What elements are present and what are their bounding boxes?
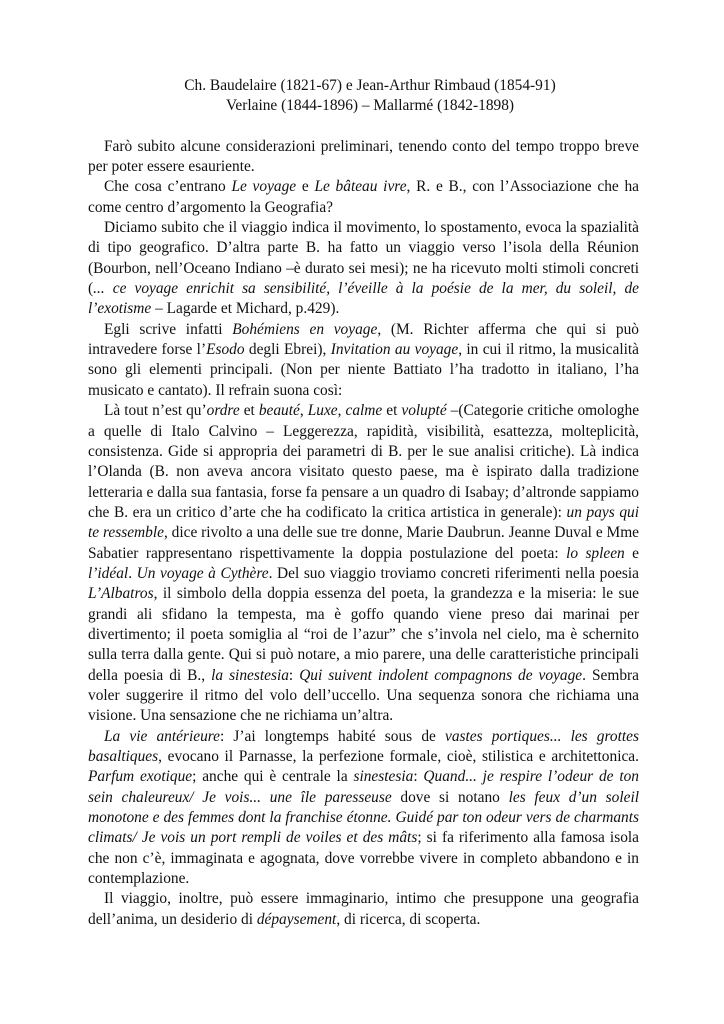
text-segment: et: [239, 402, 259, 420]
document-body: [88, 137, 639, 930]
body-paragraph: [88, 889, 639, 930]
italic-text-segment: Parfum exotique: [88, 768, 193, 786]
italic-text-segment: un pays qui te ressemble: [88, 503, 639, 542]
italic-text-segment: Luxe: [307, 402, 338, 420]
body-paragraph: [88, 177, 639, 218]
title-line-poets-1: Ch. Baudelaire (1821-67) e Jean-Arthur Rimbaud (1854-91): [184, 77, 556, 94]
text-segment: ; si fa riferimento alla famosa isola che non c’è, immaginata e agognata, dove vorrebbe vivere in completo abbandono e in contemplazione.: [88, 829, 639, 888]
italic-text-segment: vastes portiques... les grottes basaltiques: [88, 727, 639, 765]
italic-text-segment: beauté: [258, 402, 300, 420]
text-segment: Là tout n’est qu’: [104, 402, 207, 420]
body-paragraph: [88, 320, 639, 401]
text-segment: ,: [299, 402, 308, 420]
text-segment: , evocano il Parnasse, la perfezione formale, cioè, stilistica e architettonica.: [158, 748, 639, 765]
body-paragraph: [88, 137, 639, 178]
text-segment: Diciamo subito che il viaggio indica il movimento, lo spostamento, evoca la spazialità di tipo geografico. D’altra parte B. ha fatto un viaggio verso l’isola della Réunion (Bourbon, nell’Oceano Indiano –è durato sei mesi); ne ha ricevuto molti stimoli concreti (: [88, 219, 639, 298]
text-segment: , dice rivolto a una delle sue tre donne, Marie Daubrun. Jeanne Duval e Mme Sabatier rappresentano rispettivamente la doppia postulazione del poeta:: [88, 524, 639, 562]
italic-text-segment: Qui suivent indolent compagnons de voyage: [299, 666, 583, 684]
italic-text-segment: Bohémiens en voyage: [232, 320, 378, 338]
document-page: [88, 76, 639, 930]
italic-text-segment: sinestesia: [353, 768, 414, 786]
title-line-poets-2: Verlaine (1844-1896) – Mallarmé (1842-1898): [225, 97, 515, 115]
text-segment: degli Ebrei),: [244, 341, 331, 359]
text-segment: Il viaggio, inoltre, può essere immaginario, intimo che presuppone una geografia dell’anima, un desiderio di: [88, 890, 639, 928]
text-segment: , in cui il ritmo, la musicalità sono gli elementi principali. (Non per niente Battiato l’ha tradotto in italiano, l’ha musicato e cantato). Il refrain suona così:: [88, 341, 640, 399]
italic-text-segment: calme: [345, 402, 383, 420]
italic-text-segment: ordre: [206, 402, 240, 420]
italic-text-segment: l’idéal: [88, 564, 129, 582]
italic-text-segment: Invitation au voyage: [330, 341, 459, 359]
text-segment: Che cosa c’entrano: [104, 178, 232, 196]
text-segment: , R. e B., con l’Associazione che ha come centro d’argomento la Geografia?: [88, 178, 639, 216]
italic-text-segment: Le voyage: [231, 178, 297, 196]
italic-text-segment: L’Albatros: [88, 585, 154, 603]
text-segment: : J’ai longtemps habité sous de: [220, 727, 445, 745]
text-segment: , il simbolo della doppia essenza del poeta, la grandezza e la miseria: le sue grandi ali sfidano la tempesta, ma è goffo quando viene preso dai marinai per divertimento; il poeta somiglia al “roi de l’azur” che s’invola nel cielo, ma è schernito sulla terra dalla gente. Qui si può notare, a mio parere, una delle caratteristiche principali della poesia di B.,: [88, 585, 639, 684]
italic-text-segment: dépaysement: [256, 910, 337, 928]
italic-text-segment: Esodo: [206, 341, 245, 359]
text-segment: :: [413, 768, 424, 786]
text-segment: et: [382, 402, 402, 420]
text-segment: ,: [337, 402, 346, 420]
body-paragraph: [88, 727, 639, 890]
italic-text-segment: les feux d’un soleil monotone e des femmes dont la franchise étonne. Guidé par ton odeur vers de charmants climats/ Je vois un port rempli de voiles et des mâts: [88, 788, 639, 847]
text-segment: . Sembra voler suggerire il ritmo del volo dell’uccello. Una sequenza sonora che richiama una visione. Una sensazione che ne richiama un’altra.: [88, 666, 639, 725]
italic-text-segment: la sinestesia: [211, 666, 289, 684]
italic-text-segment: lo spleen: [566, 544, 625, 562]
body-paragraph: [88, 218, 639, 320]
italic-text-segment: La vie antérieure: [104, 727, 221, 745]
text-segment: . Del suo viaggio troviamo concreti riferimenti nella poesia: [268, 564, 639, 582]
document-title: [101, 76, 639, 117]
text-segment: –(Categorie critiche omologhe a quelle di Italo Calvino – Leggerezza, rapidità, visibilità, esattezza, molteplicità, consistenza. Gide si appropria dei parametri di B. per le sue analisi critiche). Là indica l’Olanda (B. non aveva ancora visitato questo paese, ma è ispirato dalla tradizione letteraria e dalla sua fantasia, forse fa pensare a un quadro di Isabay; d’altronde sappiamo che B. era un critico d’arte che ha codificato la critica artistica in generale):: [88, 402, 640, 521]
italic-text-segment: Quand... je respire l’odeur de ton sein chaleureux/ Je vois... une île paresseuse: [88, 768, 639, 806]
body-paragraph: [88, 401, 639, 727]
text-segment: – Lagarde et Michard, p.429).: [151, 300, 340, 318]
text-segment: Farò subito alcune considerazioni preliminari, tenendo conto del tempo troppo breve per poter essere esauriente.: [88, 137, 639, 176]
text-segment: Egli scrive infatti: [104, 320, 233, 338]
text-segment: ; anche qui è centrale la: [192, 768, 354, 786]
italic-text-segment: Le bâteau ivre: [314, 178, 407, 196]
text-segment: e: [296, 178, 315, 196]
italic-text-segment: volupté: [401, 402, 447, 420]
text-segment: e: [624, 544, 640, 562]
text-segment: , (M. Richter afferma che qui si può intravedere forse l’: [88, 320, 639, 359]
text-segment: dove si notano: [391, 788, 509, 806]
text-segment: .: [128, 564, 137, 582]
text-segment: , di ricerca, di scoperta.: [336, 910, 481, 928]
italic-text-segment: ... ce voyage enrichit sa sensibilité, l’éveille à la poésie de la mer, du soleil, de l’exotisme: [88, 280, 639, 318]
italic-text-segment: Un voyage à Cythère: [136, 564, 269, 582]
text-segment: :: [288, 666, 300, 684]
